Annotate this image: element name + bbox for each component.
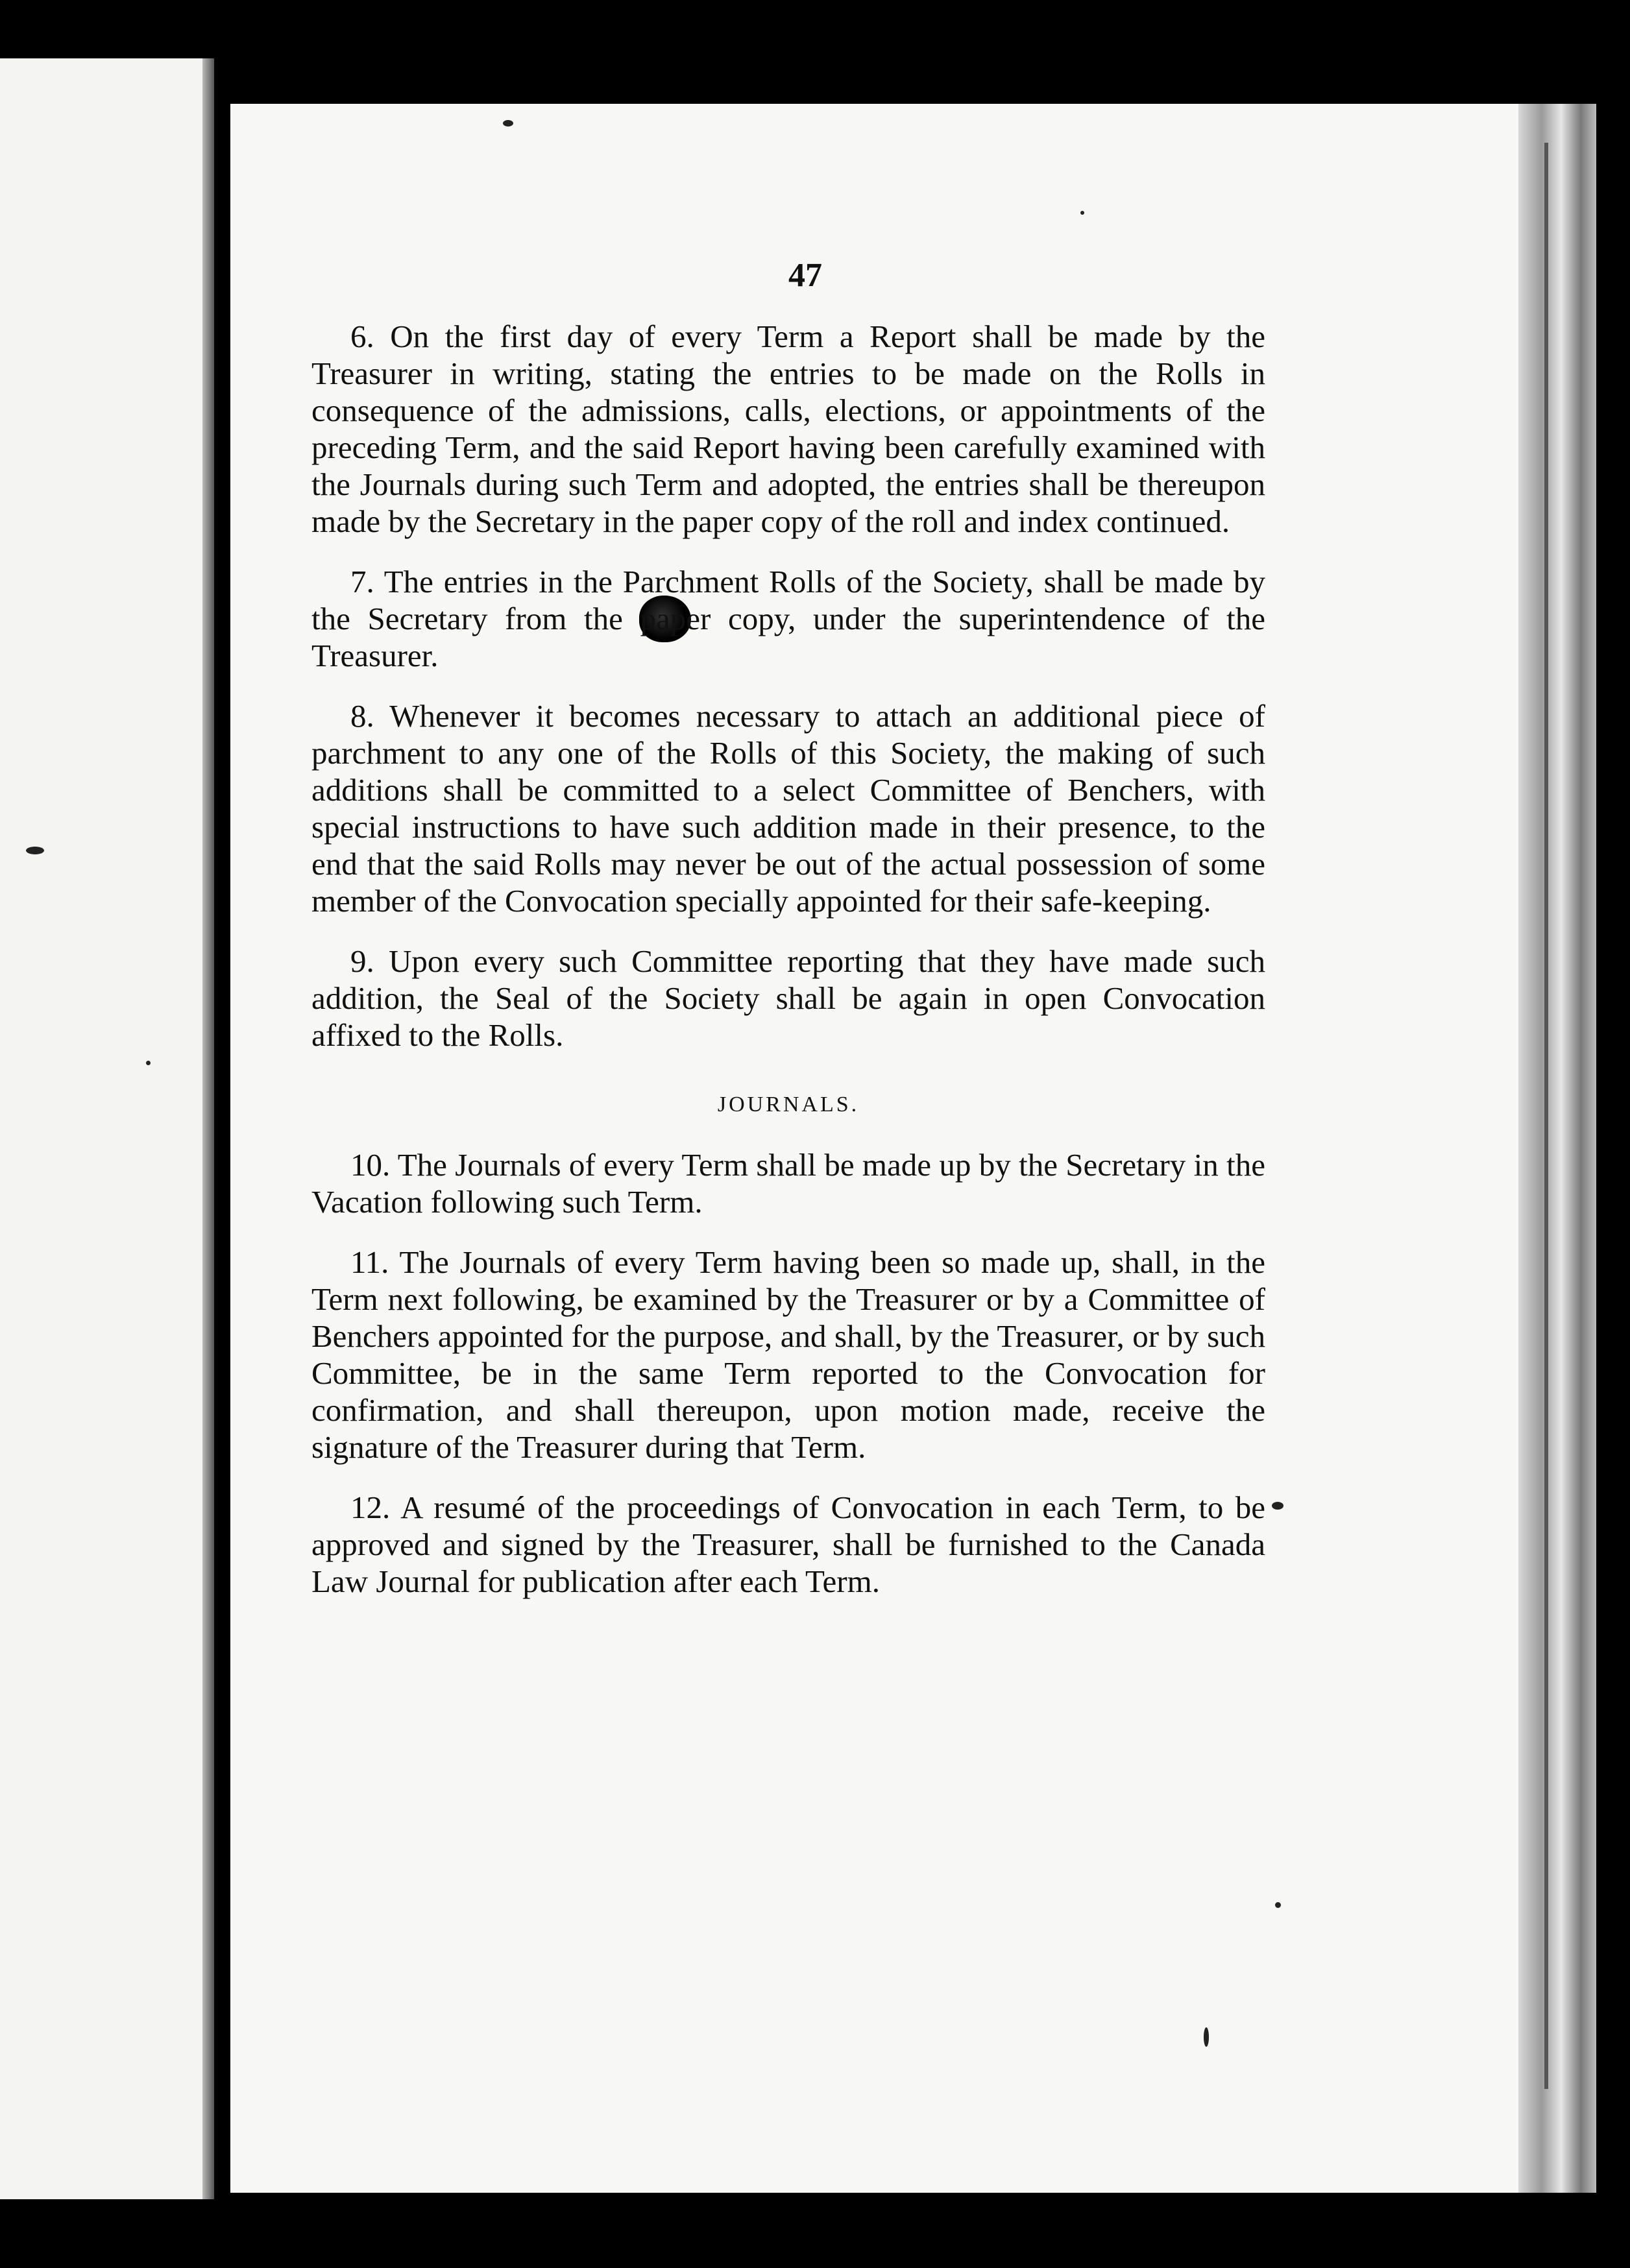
paragraph-7: 7. The entries in the Parchment Rolls of the Society, shall be made by the Secretary from the paper copy, under the superintendence of the Treasurer.	[311, 564, 1265, 673]
page-fore-edge	[1518, 104, 1596, 2193]
scan-speck	[1275, 1902, 1281, 1908]
scan-speck	[1080, 211, 1084, 215]
paragraph-6: 6. On the first day of every Term a Report shall be made by the Treasurer in writing, stating the entries to be made on the Rolls in consequence of the admissions, calls, elections, or appointments of the preceding Term, and the said Report having been carefully examined with the Journals during such Term and adopted, the entries shall be thereupon made by the Secretary in the paper copy of the roll and index continued.	[311, 319, 1265, 539]
scan-speck	[1204, 2027, 1209, 2047]
scan-speck	[146, 1061, 151, 1065]
paragraph-10: 10. The Journals of every Term shall be made up by the Secretary in the Vacation following such Term.	[311, 1147, 1265, 1220]
paragraph-9: 9. Upon every such Committee reporting that they have made such addition, the Seal of the Society shall be again in open Convocation affixed to the Rolls.	[311, 943, 1265, 1053]
paragraph-8: 8. Whenever it becomes necessary to attach an additional piece of parchment to any one of the Rolls of this Society, the making of such additions shall be committed to a select Committee of Benchers, with special instructions to have such addition made in their presence, to the end that the said Rolls may never be out of the actual possession of some member of the Convocation specially appointed for their safe-keeping.	[311, 698, 1265, 919]
page-number: 47	[788, 257, 822, 294]
scan-speck	[503, 120, 513, 127]
paragraph-12: 12. A resumé of the proceedings of Convocation in each Term, to be approved and signed by the Treasurer, shall be furnished to the Canada Law Journal for publication after each Term.	[311, 1490, 1265, 1599]
facing-page-edge	[0, 58, 214, 2199]
book-gutter	[202, 58, 214, 2199]
page-body	[311, 318, 1265, 1623]
scan-speck	[26, 847, 44, 854]
paragraph-11: 11. The Journals of every Term having been so made up, shall, in the Term next following, be examined by the Treasurer or by a Committee of Benchers appointed for the purpose, and shall, by the Treasurer, or by such Committee, be in the same Term reported to the Convocation for confirmation, and shall thereupon, upon motion made, receive the signature of the Treasurer during that Term.	[311, 1244, 1265, 1465]
section-heading-journals: JOURNALS.	[717, 1092, 860, 1116]
scan-speck	[1272, 1502, 1283, 1510]
